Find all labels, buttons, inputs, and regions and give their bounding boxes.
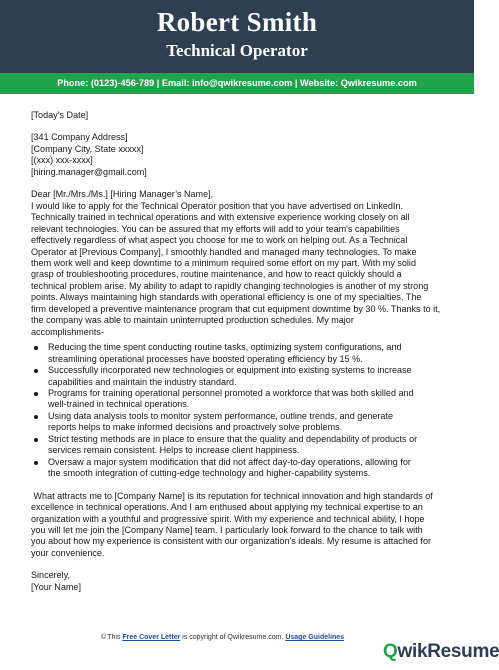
paragraph-line: Technically trained in technical operations and with extensive experience working closely on all	[31, 212, 410, 223]
salutation: Dear [Mr./Mrs./Ms.] [Hiring Manager’s Name],	[31, 189, 214, 200]
intro-paragraph	[31, 201, 451, 338]
footer	[0, 628, 499, 670]
list-item: Reducing the time spent conducting routine tasks, optimizing system configurations, and streamlining operational processes have boosted operating efficiency by 15 %.	[31, 342, 451, 365]
address-line: [Company City, State xxxxx]	[31, 143, 144, 154]
list-item: Oversaw a major system modification that did not affect day-to-day operations, allowing for the smooth integration of cutting-edge technology and higher-capability systems.	[31, 457, 451, 480]
signature: [Your Name]	[31, 581, 81, 592]
bullet-icon	[34, 346, 38, 350]
bullet-icon	[34, 415, 38, 419]
paragraph-line: Operator at [Previous Company], I smoothly handled and managed many technologies. To make	[31, 246, 417, 257]
paragraph-line: technical problem arise. My ability to adapt to rapidly changing technologies is another of my strong	[31, 280, 429, 291]
paragraph-line: your convenience.	[31, 547, 105, 558]
paragraph-line: you will let me join the [Company Name] team. I particularly look forward to the chance to talk with	[31, 524, 423, 535]
paragraph-line: effectively regardless of what aspect you choose for me to work on helping out. As a Technical	[31, 235, 408, 246]
contact-bar: Phone: (0123)-456-789 | Email: info@qwikresume.com | Website: Qwikresume.com	[0, 73, 474, 94]
list-item: Strict testing methods are in place to ensure that the quality and dependability of products or services remain consistent. Helps to increase client happiness.	[31, 434, 451, 457]
copyright-icon: ©	[101, 634, 107, 641]
paragraph-line: grasp of troubleshooting procedures, routine maintenance, and how to react quickly should a	[31, 269, 402, 280]
qwikresume-logo[interactable]: QwikResume	[383, 641, 499, 662]
usage-guidelines-link[interactable]: Usage Guidelines	[285, 634, 345, 641]
bullet-icon	[34, 461, 38, 465]
address-line: [341 Company Address]	[31, 132, 128, 143]
address-line: [(xxx) xxx-xxxx]	[31, 155, 93, 166]
free-cover-letter-link[interactable]: Free Cover Letter	[122, 634, 181, 641]
paragraph-line: I would like to apply for the Technical Operator position that you have advertised on LinkedIn.	[31, 200, 403, 211]
header-banner	[0, 0, 474, 73]
paragraph-line: you about how my experience is consistent with our organization's ideals. My resume is attached for	[31, 536, 431, 547]
recipient-address	[31, 132, 451, 178]
bullet-icon	[34, 369, 38, 373]
closing-paragraph	[31, 491, 451, 560]
job-title: Technical Operator	[166, 41, 308, 60]
letter-date: [Today’s Date]	[31, 110, 89, 120]
list-item: Programs for training operational personnel promoted a workforce that was both skilled and well-trained in technical operations.	[31, 388, 451, 411]
list-item: Using data analysis tools to monitor system performance, outline trends, and generate reports helps to make informed decisions and proactively solve problems.	[31, 411, 451, 434]
paragraph-line: relevant technologies. You can be assured that my efforts will add to your team's capabilities	[31, 223, 400, 234]
paragraph-line: accomplishments-	[31, 326, 104, 337]
paragraph-line: them work well and keep downtime to a minimum required some effort on my part. With my solid	[31, 257, 416, 268]
letter-body	[31, 110, 451, 593]
paragraph-line: organization with a youthful and progressive spirit. With my experience and technical ability, I hope	[31, 513, 425, 524]
signoff: Sincerely,	[31, 570, 71, 581]
candidate-name: Robert Smith	[156, 7, 318, 37]
paragraph-line: firm developed a preventive maintenance program that cut equipment downtime by 30 %. Thanks to it,	[31, 303, 441, 314]
paragraph-line: points. Always maintaining high standards with operational efficiency is one of my specialties. The	[31, 292, 422, 303]
bullet-icon	[34, 438, 38, 442]
list-item: Successfully incorporated new technologies or equipment into existing systems to increase capabilities and maintain the industry standard.	[31, 365, 451, 388]
accomplishments-list	[31, 342, 451, 479]
address-line: [hiring.manager@gmail.com]	[31, 166, 147, 177]
paragraph-line: the company was able to maintain uninterrupted production schedules. My major	[31, 315, 354, 326]
paragraph-line: excellence in technical operations. And I am enthused about applying my technical expertise to an	[31, 502, 423, 513]
bullet-icon	[34, 392, 38, 396]
copyright-note: ©This Free Cover Letter is copyright of Qwikresume.com. Usage Guidelines	[101, 634, 345, 641]
paragraph-line: What attracts me to [Company Name] is its reputation for technical innovation and high standards of	[31, 490, 433, 501]
